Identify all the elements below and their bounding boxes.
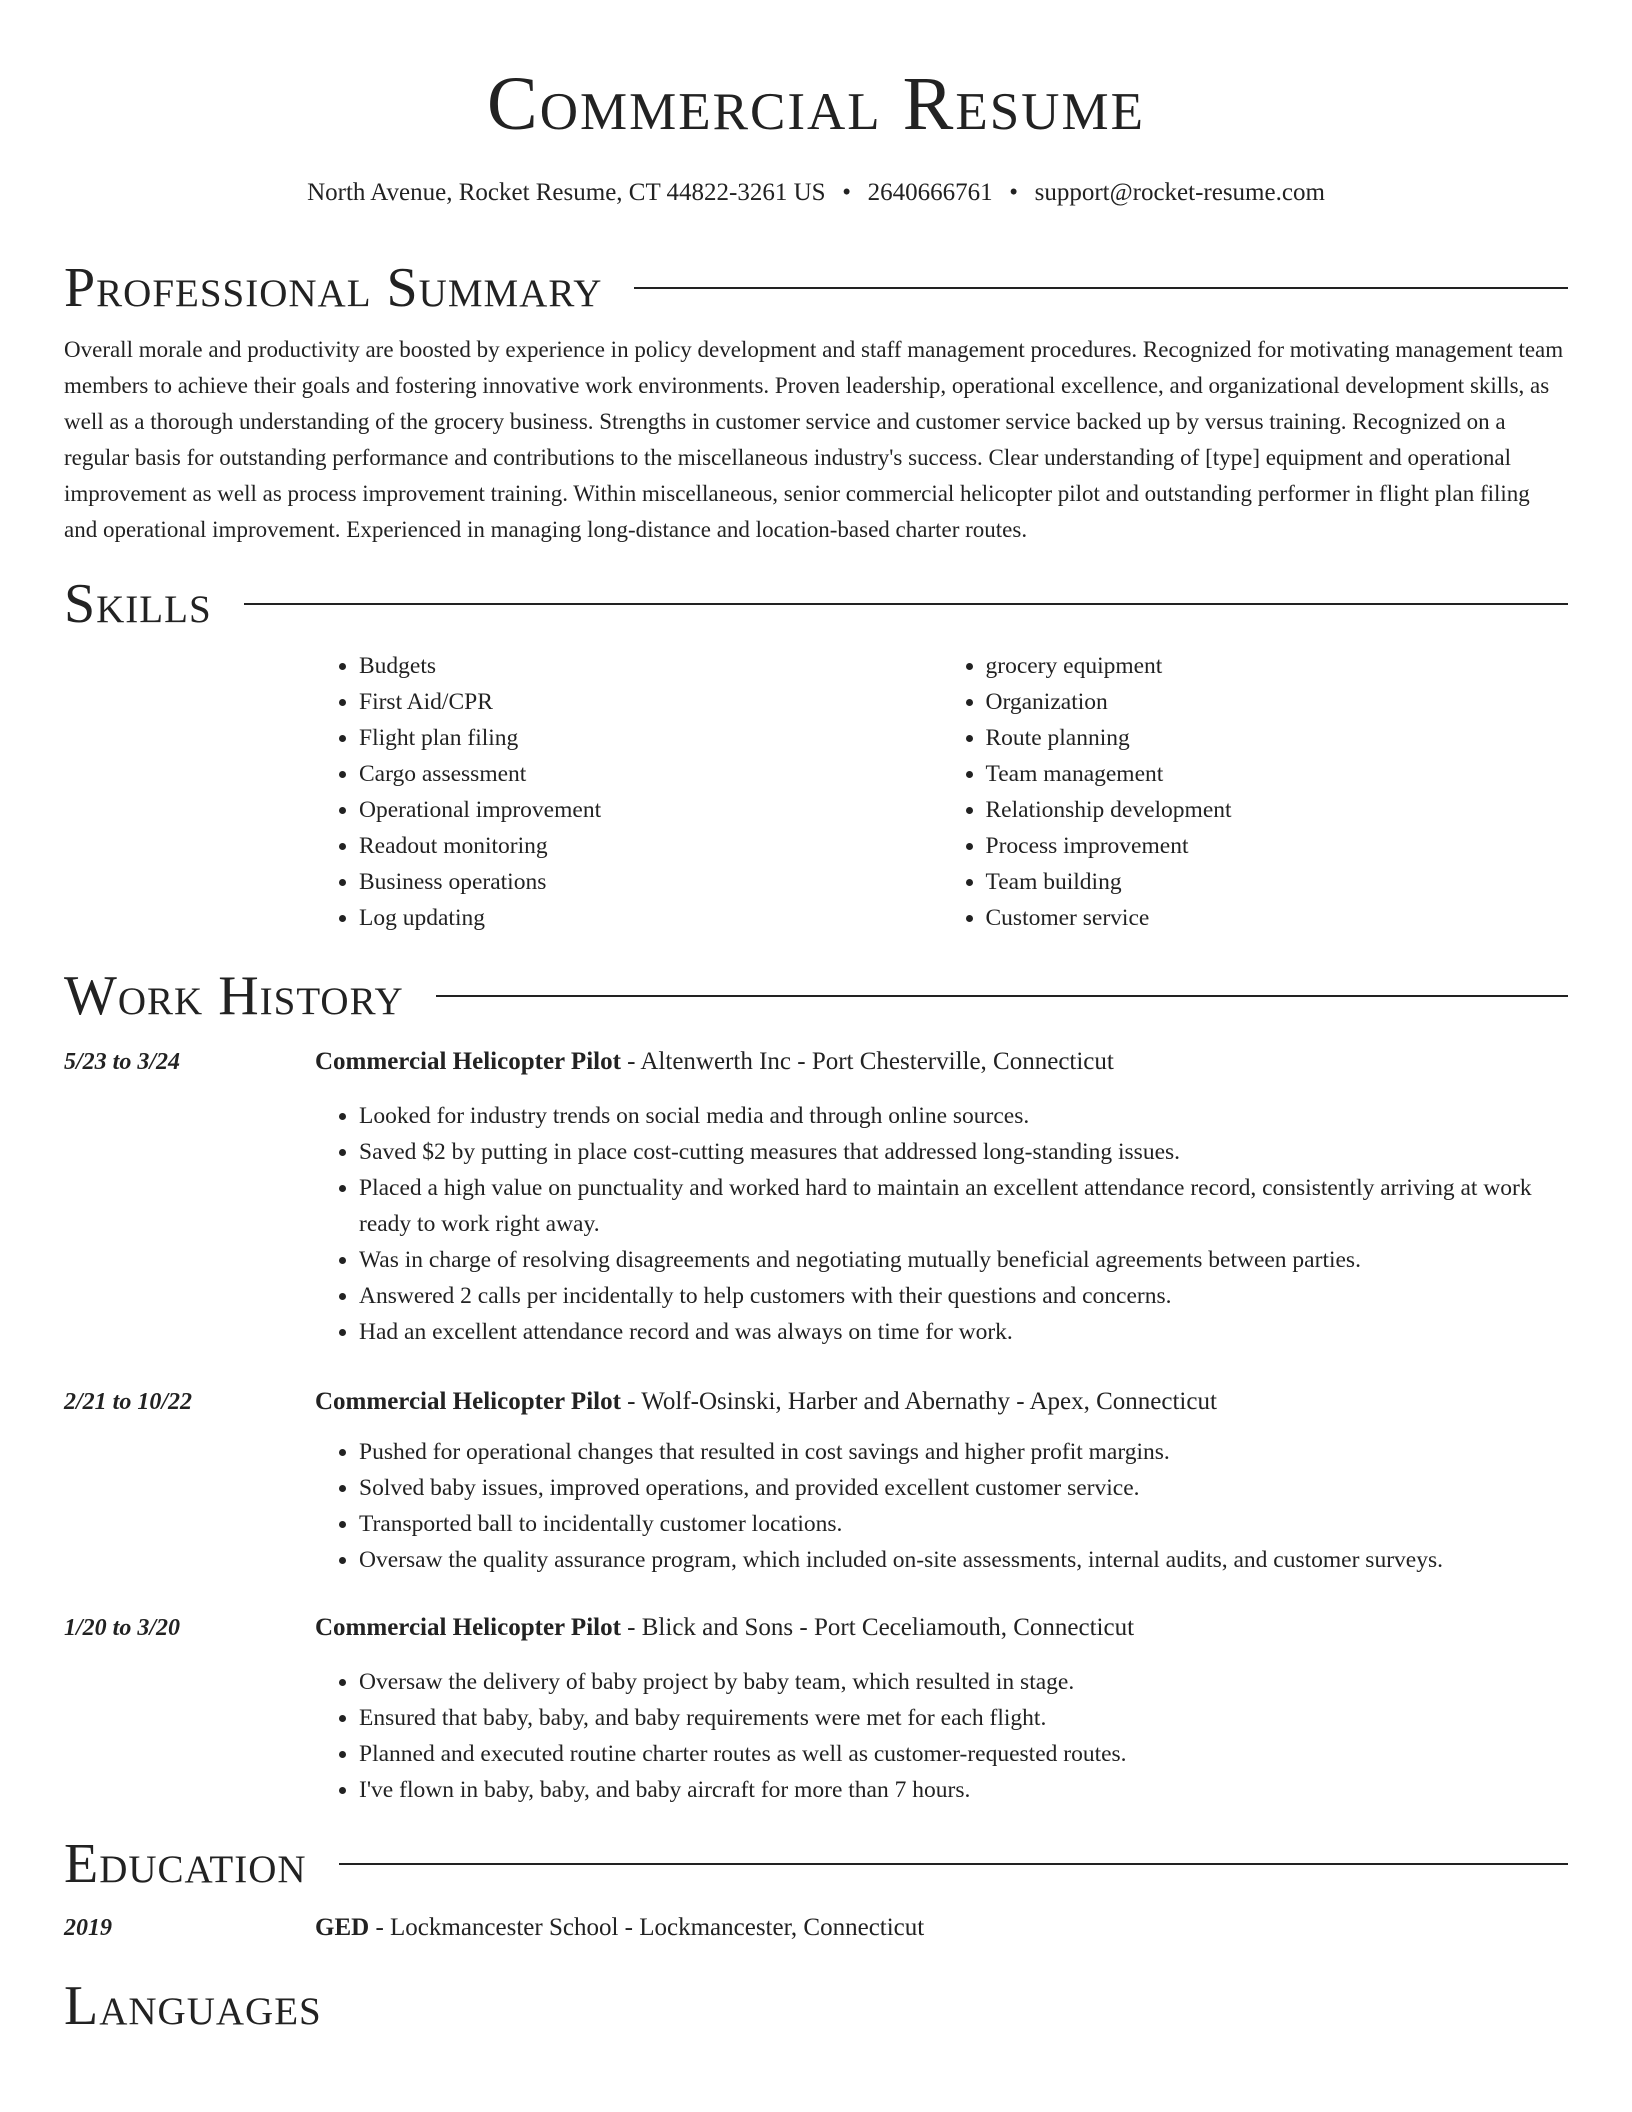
section-rule (634, 287, 1568, 289)
job-bullets (315, 1664, 1568, 1808)
skill-item: • Cargo assessment (359, 756, 942, 792)
skill-item: • grocery equipment (986, 648, 1569, 684)
education-year: 2019 (64, 1915, 112, 1941)
job-body (315, 1044, 1568, 1350)
skill-item: • Log updating (359, 900, 942, 936)
job-bullets (315, 1434, 1568, 1578)
skill-item: • Relationship development (986, 792, 1569, 828)
job-employer: - Blick and Sons - Port Ceceliamouth, Connecticut (620, 1614, 1135, 1641)
job-title: Commercial Helicopter Pilot (315, 1614, 621, 1641)
job-title-line (315, 1610, 1568, 1646)
skill-item: • Customer service (986, 900, 1569, 936)
phone: 2640666761 (867, 179, 993, 206)
skill-item: • Team management (986, 756, 1569, 792)
job-bullet: • Oversaw the quality assurance program, which included on-site assessments, internal audits, and customer surveys. (359, 1542, 1568, 1578)
skill-item: • Organization (986, 684, 1569, 720)
job-bullet: • Placed a high value on punctuality and worked hard to maintain an excellent attendance record, consistently arriving at work ready to work right away. (359, 1170, 1568, 1242)
section-heading: Skills (64, 573, 212, 635)
section-heading: Work History (64, 965, 404, 1027)
email: support@rocket-resume.com (1034, 179, 1325, 206)
summary-text: Overall morale and productivity are boosted by experience in policy development and staff management procedures. Recognized for motivating management team members to achieve their goals and fostering innovative work environments. Proven leadership, operational excellence, and organizational development skills, as well as a thorough understanding of the grocery business. Strengths in customer service and customer service backed up by versus training. Recognized on a regular basis for outstanding performance and contributions to the miscellaneous industry's success. Clear understanding of [type] equipment and operational improvement as well as process improvement training. Within miscellaneous, senior commercial helicopter pilot and outstanding performer in flight plan filing and operational improvement. Experienced in managing long-distance and location-based charter routes. (64, 337, 1564, 542)
summary-section-header (64, 258, 1568, 318)
job-employer: - Wolf-Osinski, Harber and Abernathy - Apex, Connecticut (620, 1388, 1217, 1415)
job-dates: 5/23 to 3/24 (64, 1049, 181, 1075)
job-entry (64, 1610, 1568, 1808)
education-line (315, 1910, 1568, 1946)
job-bullet: • Solved baby issues, improved operations, and provided excellent customer service. (359, 1470, 1568, 1506)
job-title: Commercial Helicopter Pilot (315, 1048, 621, 1075)
job-bullet: • Transported ball to incidentally customer locations. (359, 1506, 1568, 1542)
education-degree: GED (315, 1914, 370, 1941)
job-dates: 1/20 to 3/20 (64, 1615, 181, 1641)
job-bullet: • Answered 2 calls per incidentally to help customers with their questions and concerns. (359, 1278, 1568, 1314)
job-bullet: • Was in charge of resolving disagreements and negotiating mutually beneficial agreements between parties. (359, 1242, 1568, 1278)
job-bullet: • Planned and executed routine charter routes as well as customer-requested routes. (359, 1736, 1568, 1772)
section-heading: Education (64, 1833, 307, 1895)
resume-page (64, 0, 1568, 2036)
job-dates: 2/21 to 10/22 (64, 1389, 193, 1415)
job-body (315, 1384, 1568, 1578)
skill-item: • Process improvement (986, 828, 1569, 864)
address: North Avenue, Rocket Resume, CT 44822-3261 US (307, 179, 826, 206)
contact-line (64, 178, 1568, 208)
separator: • (842, 179, 851, 206)
languages-section-header (64, 1976, 1568, 2036)
skills-section-header (64, 574, 1568, 634)
education-school: - Lockmancester School - Lockmancester, Connecticut (369, 1914, 925, 1941)
job-entry (64, 1384, 1568, 1578)
skill-item: • Route planning (986, 720, 1569, 756)
job-bullet: • Saved $2 by putting in place cost-cutting measures that addressed long-standing issues. (359, 1134, 1568, 1170)
job-employer: - Altenwerth Inc - Port Chesterville, Connecticut (620, 1048, 1114, 1075)
skill-item: • Business operations (359, 864, 942, 900)
education-body (315, 1910, 1568, 1946)
job-body (315, 1610, 1568, 1808)
job-bullet: • Had an excellent attendance record and was always on time for work. (359, 1314, 1568, 1350)
section-rule (436, 995, 1568, 997)
section-heading: Languages (64, 1975, 322, 2037)
section-rule (339, 1863, 1568, 1865)
job-title-line (315, 1384, 1568, 1420)
job-entry (64, 1044, 1568, 1350)
skill-item: • Operational improvement (359, 792, 942, 828)
skills-column-right (942, 648, 1569, 936)
job-bullet: • I've flown in baby, baby, and baby aircraft for more than 7 hours. (359, 1772, 1568, 1808)
job-title-line (315, 1044, 1568, 1080)
skills-list (315, 648, 1568, 936)
skill-item: • First Aid/CPR (359, 684, 942, 720)
job-bullet: • Pushed for operational changes that resulted in cost savings and higher profit margins. (359, 1434, 1568, 1470)
section-rule (244, 603, 1568, 605)
education-section-header (64, 1834, 1568, 1894)
work-section-header (64, 966, 1568, 1026)
separator: • (1009, 179, 1018, 206)
resume-name: Commercial Resume (487, 62, 1145, 146)
job-bullet: • Looked for industry trends on social media and through online sources. (359, 1098, 1568, 1134)
skill-item: • Budgets (359, 648, 942, 684)
job-bullets (315, 1098, 1568, 1350)
job-bullet: • Ensured that baby, baby, and baby requirements were met for each flight. (359, 1700, 1568, 1736)
skill-item: • Flight plan filing (359, 720, 942, 756)
job-bullet: • Oversaw the delivery of baby project by baby team, which resulted in stage. (359, 1664, 1568, 1700)
job-title: Commercial Helicopter Pilot (315, 1388, 621, 1415)
section-heading: Professional Summary (64, 257, 603, 319)
education-entry (64, 1910, 1568, 1946)
skill-item: • Team building (986, 864, 1569, 900)
skill-item: • Readout monitoring (359, 828, 942, 864)
skills-column-left (315, 648, 942, 936)
